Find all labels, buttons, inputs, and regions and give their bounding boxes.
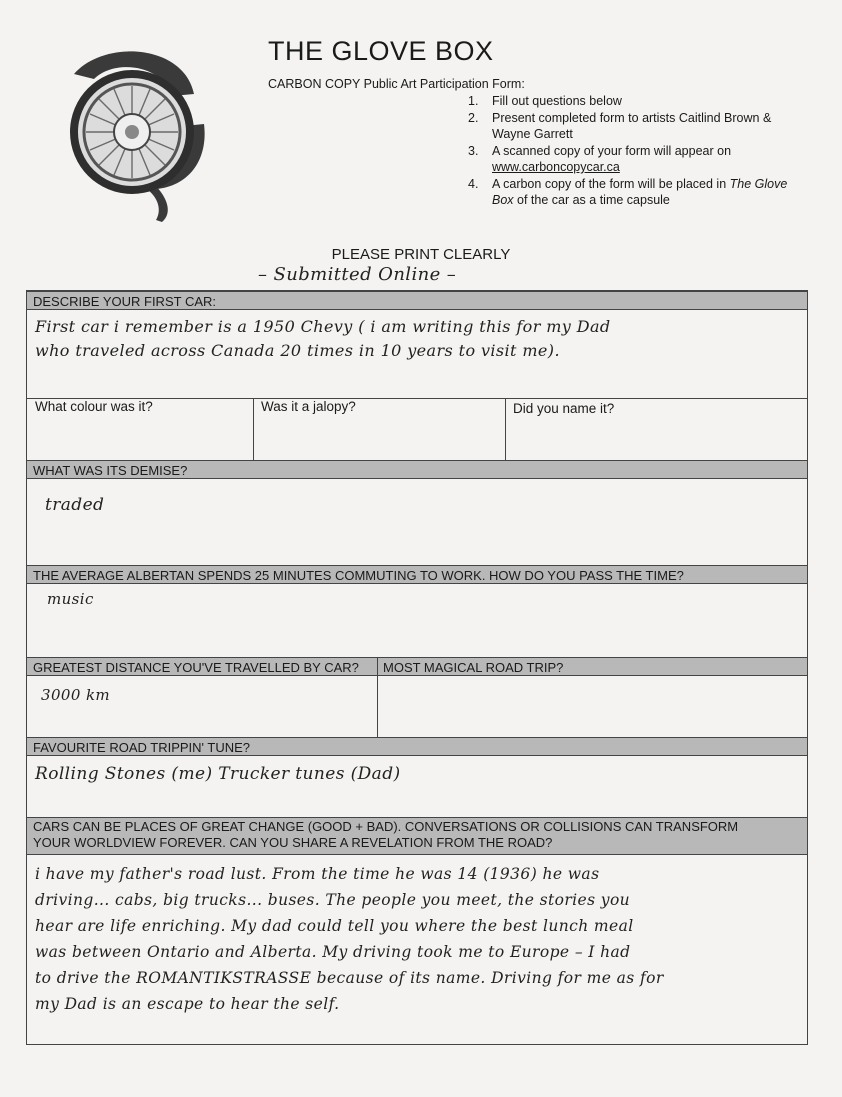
step-4: 4. A carbon copy of the form will be placed in The Glove Box of the car as a time capsule [468, 176, 788, 207]
magical-trip-label: MOST MAGICAL ROAD TRIP? [377, 657, 807, 676]
submitted-online-note: – Submitted Online – [258, 264, 457, 285]
revelation-answer-line: was between Ontario and Alberta. My driving took me to Europe – I had [35, 943, 631, 961]
first-car-label: DESCRIBE YOUR FIRST CAR: [27, 291, 807, 310]
revelation-answer-line: to drive the ROMANTIKSTRASSE because of its name. Driving for me as for [35, 969, 664, 987]
revelation-answer-line: i have my father's road lust. From the time he was 14 (1936) he was [35, 865, 600, 883]
commute-answer[interactable]: music [47, 590, 94, 608]
jalopy-field-label: Was it a jalopy? [261, 399, 356, 414]
revelation-answer-line: driving... cabs, big trucks... buses. The people you meet, the stories you [35, 891, 631, 909]
step-1: 1. Fill out questions below [468, 94, 622, 108]
step-2: 2. Present completed form to artists Caitlind Brown & Wayne Garrett [468, 110, 772, 141]
revelation-answer-line: hear are life enriching. My dad could tell you where the best lunch meal [35, 917, 634, 935]
tune-answer[interactable]: Rolling Stones (me) Trucker tunes (Dad) [35, 764, 401, 784]
distance-answer[interactable]: 3000 km [41, 686, 111, 704]
form-subtitle: CARBON COPY Public Art Participation Form: [268, 77, 525, 91]
participation-form [26, 290, 808, 1045]
hubcap-logo-icon [44, 34, 214, 224]
divider [505, 398, 506, 460]
colour-field-label: What colour was it? [35, 399, 153, 414]
distance-label: GREATEST DISTANCE YOU'VE TRAVELLED BY CAR? [27, 657, 378, 676]
divider [253, 398, 254, 460]
name-field-label: Did you name it? [513, 401, 615, 416]
commute-label: THE AVERAGE ALBERTAN SPENDS 25 MINUTES COMMUTING TO WORK. HOW DO YOU PASS THE TIME? [27, 565, 807, 584]
revelation-answer-line: my Dad is an escape to hear the self. [35, 995, 340, 1013]
print-clearly-heading: PLEASE PRINT CLEARLY [331, 246, 511, 263]
demise-label: WHAT WAS ITS DEMISE? [27, 460, 807, 479]
demise-answer[interactable]: traded [45, 495, 105, 515]
tune-label: FAVOURITE ROAD TRIPPIN' TUNE? [27, 737, 807, 756]
website-link[interactable]: www.carboncopycar.ca [492, 160, 620, 174]
first-car-answer-line-2[interactable]: who traveled across Canada 20 times in 10 years to visit me). [35, 341, 560, 360]
step-3: 3. A scanned copy of your form will appear on www.carboncopycar.ca [468, 143, 732, 174]
instruction-steps [464, 93, 804, 209]
divider [377, 657, 378, 737]
revelation-answer[interactable] [35, 861, 664, 1017]
first-car-answer-line-1[interactable]: First car i remember is a 1950 Chevy ( i am writing this for my Dad [35, 317, 611, 336]
revelation-label: CARS CAN BE PLACES OF GREAT CHANGE (GOOD + BAD). CONVERSATIONS OR COLLISIONS CAN TRANSFORM YOUR WORLDVIEW FOREVER. CAN YOU SHARE A REVELATION FROM THE ROAD? [27, 817, 807, 855]
page-title: THE GLOVE BOX [268, 36, 494, 66]
